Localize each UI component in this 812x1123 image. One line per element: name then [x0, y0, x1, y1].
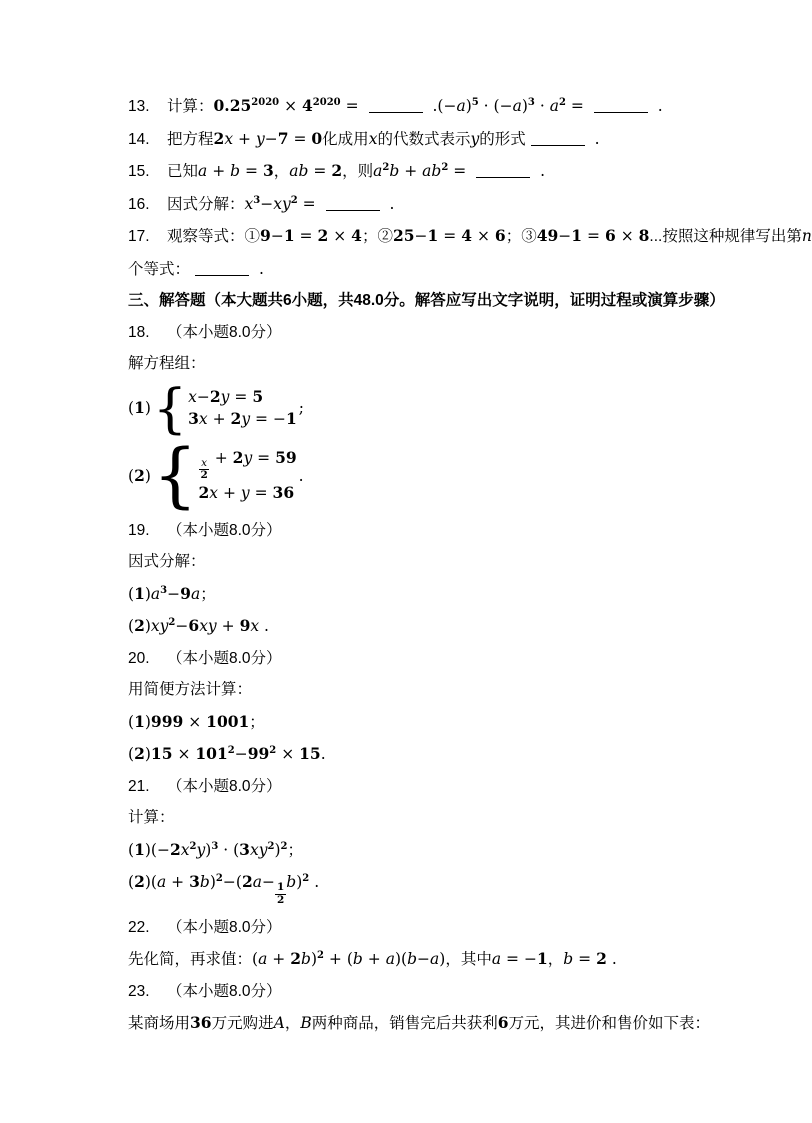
math-run: n — [801, 227, 812, 245]
question-17-continuation — [128, 259, 688, 280]
question-13 — [128, 96, 688, 117]
math-run: x−2y = 5 — [188, 386, 264, 406]
math-run: + 2y = 59 — [214, 447, 297, 467]
question-22-body — [128, 949, 688, 970]
math-run: x — [368, 129, 378, 148]
math-run: . — [258, 259, 264, 278]
text-run: 个等式： — [128, 260, 191, 278]
text-run: ， — [284, 1015, 301, 1033]
text-run: 万元，其进价和售价如下表： — [508, 1015, 711, 1033]
math-run: ab = 2 — [289, 161, 343, 180]
fraction: $\frac{x}{2}$ — [200, 456, 208, 482]
math-run: (2)xy — [128, 616, 169, 636]
math-run: . — [611, 950, 617, 969]
math-run: × 4 — [284, 96, 313, 115]
math-run: = — [345, 97, 359, 115]
expr-20-2 — [128, 744, 688, 765]
text-run: 化成用 — [322, 130, 369, 148]
math-superscript: 2 — [441, 162, 449, 173]
question-21-header — [128, 777, 688, 797]
math-run: = — [302, 194, 316, 213]
text-run: 解方程组： — [128, 355, 206, 372]
answer-blank — [594, 98, 648, 113]
question-17 — [128, 226, 812, 247]
system-row — [188, 387, 297, 408]
text-run: ；③ — [505, 228, 537, 245]
math-superscript: 2 — [558, 97, 566, 108]
question-number: 20. — [128, 649, 150, 667]
math-run: y) — [196, 840, 212, 859]
math-run: 36 — [190, 1013, 212, 1033]
expr-21-2 — [128, 872, 688, 906]
math-run: × 15. — [281, 744, 326, 764]
math-run: b) — [286, 873, 303, 892]
system-row — [198, 448, 296, 482]
math-run: a — [373, 162, 383, 180]
math-run: . — [540, 162, 546, 180]
system-punct: ; — [298, 399, 305, 418]
math-run: 25−1 = 4 × 6 — [392, 226, 506, 245]
question-23-header — [128, 982, 688, 1002]
math-run: B — [300, 1014, 312, 1033]
question-number: 16. — [128, 195, 150, 213]
text-run: 的形式 — [479, 130, 526, 148]
math-superscript: 3 — [253, 194, 261, 206]
text-run: ...按照这种规律写出第 — [649, 228, 802, 245]
math-run: (2)(a + 3b) — [128, 872, 216, 892]
question-number: 15. — [128, 163, 150, 180]
text-run: 的代数式表示 — [377, 130, 471, 148]
question-18-header — [128, 323, 688, 343]
fraction: $\frac{1}{2}$ — [276, 881, 285, 906]
math-superscript: 2 — [227, 745, 235, 757]
system-18-1 — [128, 376, 688, 440]
text-run: ，其中 — [445, 951, 492, 969]
math-run: . — [314, 873, 320, 892]
question-19-header — [128, 521, 688, 541]
math-superscript: 2 — [280, 840, 288, 852]
math-superscript: 2 — [215, 873, 223, 885]
question-number: 19. — [128, 521, 150, 539]
answer-blank — [326, 196, 380, 211]
math-run: (1)999 × 1001 — [128, 711, 250, 731]
prompt-factorize — [128, 552, 688, 572]
math-run: −6xy + 9x — [175, 616, 260, 636]
math-superscript: 3 — [527, 97, 535, 108]
system-row — [198, 483, 296, 504]
question-15 — [128, 161, 688, 182]
math-run: (1)a — [128, 583, 161, 603]
document-body — [128, 96, 812, 1046]
text-run: 计算： — [128, 809, 175, 827]
math-superscript: 2 — [168, 617, 176, 629]
text-run: ； — [200, 585, 216, 603]
system-wrap — [128, 434, 304, 517]
math-run: . — [264, 617, 269, 636]
system-18-2 — [128, 434, 688, 517]
math-run: . — [657, 97, 663, 115]
math-run: y — [470, 129, 480, 148]
math-superscript: 5 — [471, 97, 479, 108]
text-run: ，则 — [342, 163, 374, 180]
question-23-body — [128, 1013, 711, 1034]
math-run: 6 — [497, 1013, 509, 1033]
system-label: (2) — [128, 465, 151, 485]
question-14 — [128, 129, 688, 150]
question-20-header — [128, 649, 688, 669]
system-rows — [188, 387, 297, 430]
math-run: .(−a) — [432, 97, 472, 115]
math-run: 2x + y−7 = 0 — [213, 128, 323, 148]
system-rows — [198, 448, 296, 504]
text-run: 某商场用 — [128, 1015, 191, 1033]
text-run: ， — [547, 951, 564, 969]
text-run: ； — [249, 713, 265, 731]
math-superscript: 2 — [267, 840, 275, 852]
text-run: 把方程 — [167, 130, 214, 148]
question-number: 23. — [128, 982, 150, 1000]
math-run: . — [594, 129, 600, 148]
math-run: 2x + y = 36 — [198, 482, 295, 502]
math-run: · (−a) — [483, 97, 528, 115]
text-run: 计算： — [167, 98, 214, 115]
text-run: （本小题8.0分） — [167, 777, 282, 795]
expr-19-1 — [128, 584, 688, 605]
math-run: = — [453, 162, 467, 180]
system-punct: . — [298, 466, 304, 485]
math-run: (a + 2b) — [252, 949, 317, 969]
math-run: 0.25 — [213, 96, 252, 115]
math-superscript: 2 — [382, 162, 390, 173]
math-superscript: 2 — [317, 950, 324, 962]
answer-blank — [369, 98, 423, 113]
math-run: a = −1 — [491, 949, 548, 969]
section-3-header — [128, 291, 725, 311]
left-brace: { — [152, 376, 188, 440]
prompt-calculate — [128, 808, 688, 828]
text-run: （本小题8.0分） — [167, 521, 282, 539]
question-number: 14. — [128, 130, 150, 148]
math-run: ) — [274, 840, 281, 859]
text-run: 用简便方法计算： — [128, 681, 253, 699]
prompt-simple-method — [128, 680, 688, 700]
math-run: + (b + a)(b−a) — [328, 950, 446, 969]
math-run: 3x + 2y = −1 — [188, 408, 297, 428]
math-superscript: 2 — [302, 873, 310, 885]
math-superscript: 2020 — [251, 97, 280, 108]
system-row — [188, 409, 297, 430]
text-run: 万元购进 — [211, 1015, 274, 1033]
math-run: (1)(−2x — [128, 839, 190, 859]
text-run: 两种商品，销售完后共获利 — [311, 1015, 498, 1033]
question-number: 13. — [128, 98, 150, 115]
text-run: 观察等式：① — [167, 228, 261, 245]
answer-blank — [531, 131, 585, 146]
math-run: −(2a− — [222, 872, 275, 892]
answer-blank — [195, 261, 249, 276]
text-run: 已知 — [167, 163, 199, 180]
text-run: 先化简，再求值： — [128, 951, 253, 969]
text-run: ， — [273, 163, 290, 180]
question-number: 22. — [128, 918, 150, 936]
text-run: 因式分解： — [128, 553, 206, 571]
math-superscript: 2 — [189, 840, 197, 852]
text-run: ；② — [361, 228, 393, 245]
math-superscript: 2 — [269, 745, 277, 757]
question-number: 18. — [128, 323, 150, 341]
math-run: 49−1 = 6 × 8 — [536, 226, 650, 245]
math-run: A — [273, 1014, 285, 1033]
left-brace: { — [152, 434, 198, 517]
math-run: (2)15 × 101 — [128, 744, 228, 764]
expr-19-2 — [128, 616, 688, 637]
text-run: 三、解答题（本大题共6小题，共48.0分。解答应写出文字说明，证明过程或演算步骤） — [128, 292, 725, 309]
system-wrap — [128, 376, 305, 440]
prompt-solve-systems — [128, 354, 688, 374]
math-run: x — [244, 194, 254, 213]
math-superscript: 2020 — [312, 97, 341, 108]
math-run: = — [570, 97, 584, 115]
text-run: （本小题8.0分） — [167, 323, 282, 341]
text-run: （本小题8.0分） — [167, 982, 282, 1000]
math-run: . — [389, 194, 395, 213]
answer-blank — [476, 163, 530, 178]
text-run: ； — [287, 841, 303, 859]
expr-21-1 — [128, 840, 688, 861]
question-22-header — [128, 918, 688, 938]
expr-20-1 — [128, 712, 688, 733]
math-run: −99 — [234, 744, 270, 764]
math-run: b + ab — [389, 162, 442, 180]
math-run: −9a — [167, 583, 201, 603]
math-run: · a — [539, 97, 559, 115]
math-superscript: 3 — [160, 584, 168, 596]
math-superscript: 3 — [211, 840, 219, 852]
math-superscript: 2 — [290, 194, 298, 206]
text-run: 因式分解： — [167, 195, 245, 213]
math-run: 9−1 = 2 × 4 — [260, 226, 362, 245]
question-16 — [128, 194, 688, 215]
question-number: 21. — [128, 777, 150, 795]
text-run: （本小题8.0分） — [167, 918, 282, 936]
math-run: · (3xy — [223, 839, 268, 859]
system-label: (1) — [128, 398, 151, 418]
math-run: −xy — [260, 194, 291, 213]
math-run: a + b = 3 — [198, 161, 274, 180]
question-number: 17. — [128, 228, 150, 245]
math-run: b = 2 — [563, 949, 607, 969]
text-run: （本小题8.0分） — [167, 649, 282, 667]
